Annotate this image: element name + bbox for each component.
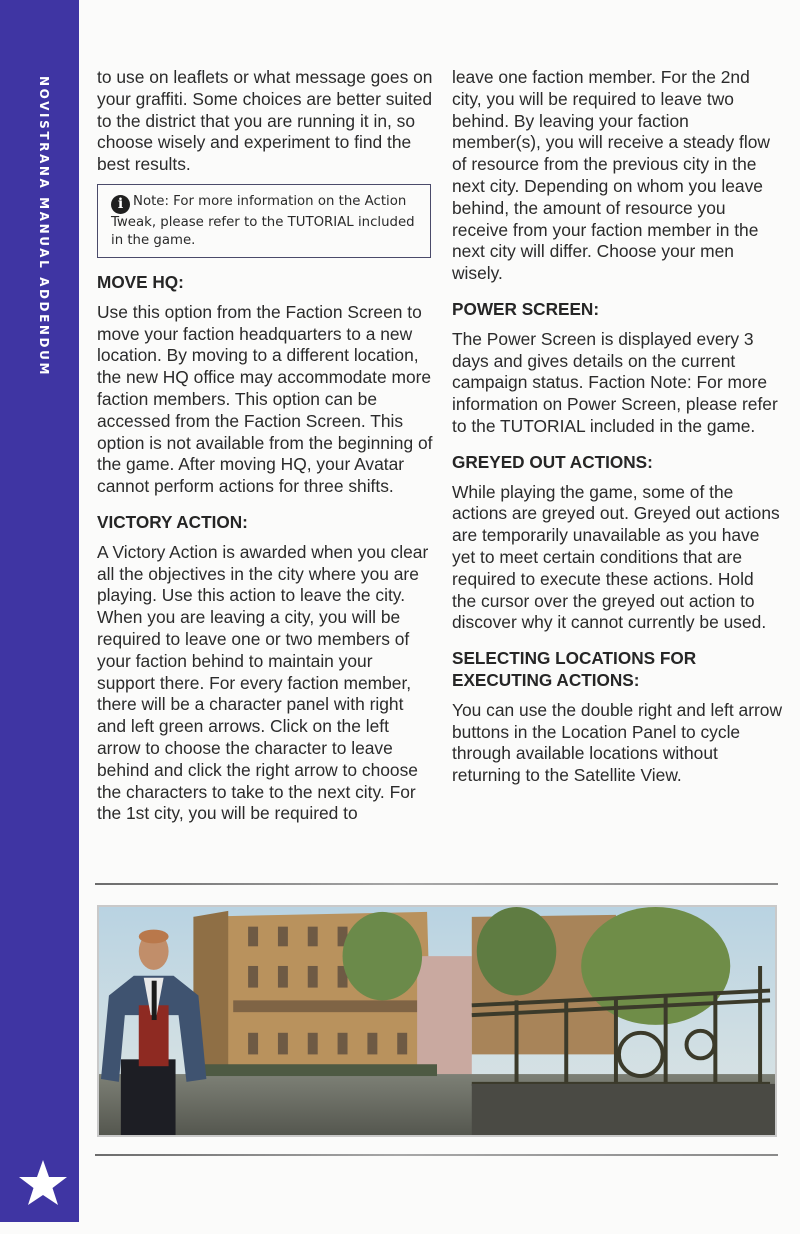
section-body-power-screen: The Power Screen is displayed every 3 days and gives details on the current campaign status. Faction Note: For more information on Power Screen, please refer to the TUTORIAL included in the game. [452,328,778,436]
section-body-greyed-out-actions: While playing the game, some of the actions are greyed out. Greyed out actions are temporarily unavailable as you have yet to meet certain conditions that are required to execute these actions. Hold the cursor over the greyed out action to discover why it cannot currently be used. [452,481,780,633]
section-heading-greyed-out-actions: GREYED OUT ACTIONS: [452,451,653,472]
star-icon [18,1158,68,1208]
section-heading-selecting-locations: SELECTING LOCATIONS FOR EXECUTING ACTIONS: [452,648,697,690]
left-column [97,67,433,825]
section-body-move-hq: Use this option from the Faction Screen to move your faction headquarters to a new location. By moving to a different location, the new HQ office may accommodate more faction members. This option can be accessed from the Faction Screen. This option is not available from the beginning of the game. After moving HQ, your Avatar cannot perform actions for three shifts. [97,301,433,497]
continuation-paragraph: leave one faction member. For the 2nd city, you will be required to leave two behind. By leaving your faction member(s), you will receive a steady flow of resource from the previous city in the next city. Depending on whom you leave behind, the amount of resource you receive from your faction member in the next city will differ. Choose your men wisely. [452,67,770,284]
section-heading-move-hq: MOVE HQ: [97,271,184,292]
note-box [97,184,431,258]
info-icon: i [111,195,130,214]
right-column [452,67,782,787]
sidebar-band [0,0,79,1222]
intro-paragraph: to use on leaflets or what message goes on your graffiti. Some choices are better suited to the district that you are running it in, so choose wisely and experiment to find the best results. [97,67,433,175]
section-body-selecting-locations: You can use the double right and left arrow buttons in the Location Panel to cycle through available locations without returning to the Satellite View. [452,699,783,786]
divider-bottom [95,1154,778,1156]
sidebar-title: NOVISTRANA MANUAL ADDENDUM [37,76,51,377]
section-heading-power-screen: POWER SCREEN: [452,298,600,319]
note-text: Note: For more information on the Action Tweak, please refer to the TUTORIAL included in the game. [111,193,415,248]
game-screenshot [97,905,777,1137]
section-body-victory-action: A Victory Action is awarded when you clear all the objectives in the city where you are playing. Use this action to leave the city. When you are leaving a city, you will be required to leave one or two members of your faction behind to maintain your support there. For every faction member, there will be a character panel with right and left green arrows. Click on the left arrow to choose the character to leave behind and click the right arrow to choose the characters to take to the next city. For the 1st city, you will be required to [97,541,429,824]
divider-top [95,883,778,885]
section-heading-victory-action: VICTORY ACTION: [97,511,248,532]
